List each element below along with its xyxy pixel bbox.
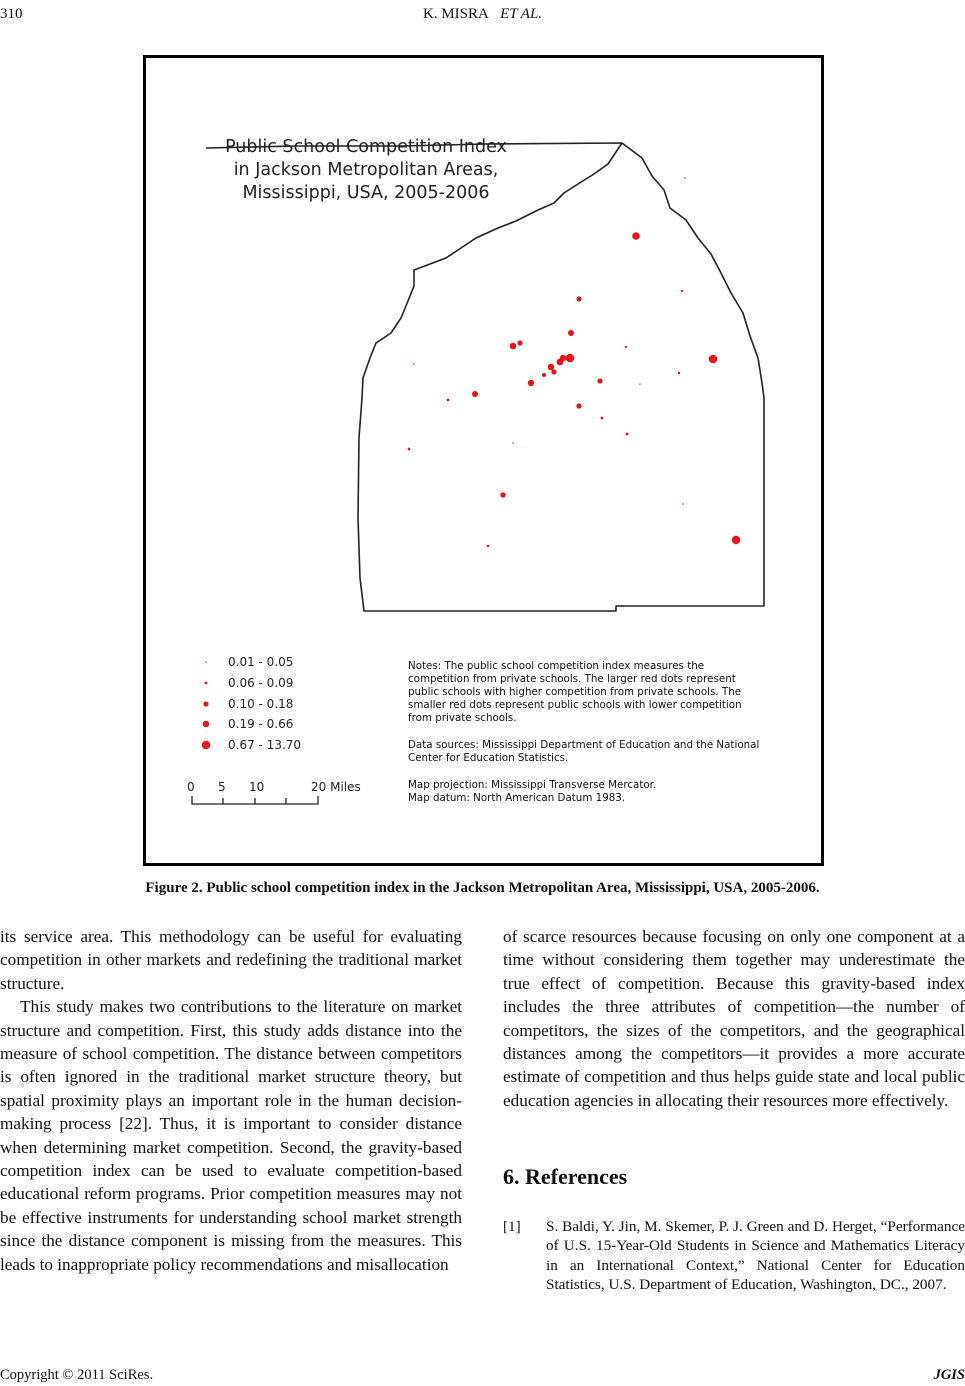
map-legend (202, 655, 301, 752)
legend-symbol-5 (202, 741, 211, 750)
school-dot (512, 442, 514, 444)
map-title-line-2: in Jackson Metropolitan Areas, (233, 160, 499, 180)
school-dot (542, 373, 546, 377)
school-dot (548, 364, 555, 371)
school-dot (576, 403, 581, 408)
scale-tick-label-5: 5 (218, 780, 226, 794)
notes-line-3: public schools with higher competition from private schools. The (408, 686, 742, 698)
left-column (0, 925, 462, 1276)
section-heading: 6. References (503, 1164, 628, 1189)
school-dot (472, 391, 478, 397)
journal-abbrev: JGIS (933, 1367, 965, 1383)
page-number: 310 (0, 6, 23, 22)
figure-caption: Figure 2. Public school competition index in the Jackson Metropolitan Area, Mississippi, USA, 2005-2006. (145, 880, 820, 896)
left-paragraph-1: its service area. This methodology can be useful for evaluating competition in other markets and redefining the traditional market structure. (0, 927, 462, 993)
school-dot (732, 536, 740, 544)
projection-line-2: Map datum: North American Datum 1983. (408, 792, 626, 804)
sources-line-2: Center for Education Statistics. (408, 752, 569, 764)
school-dot (626, 433, 629, 436)
legend-symbol-4 (203, 721, 210, 728)
legend-symbol-2 (205, 682, 208, 685)
right-paragraph-1: of scarce resources because focusing on only one component at a time without considering them together may underestimate the true effect of competition. Because this gravity-based index includes the three attributes of competition—the number of competitors, the sizes of the competitors, and the geographical distances among the competitors—it provides a more accurate estimate of competition and thus helps guide state and local public education agencies in allocating their resources more effectively. (503, 927, 965, 1110)
notes-line-2: competition from private schools. The larger red dots represent (408, 673, 736, 685)
scale-tick-label-0: 0 (187, 780, 195, 794)
map-canvas (146, 58, 821, 863)
school-dot (487, 545, 490, 548)
study-area-boundary (206, 143, 764, 611)
sources-line-1: Data sources: Mississippi Department of Education and the National (408, 739, 760, 751)
reference-item (503, 1217, 965, 1294)
school-dot (528, 380, 534, 386)
school-dot (684, 177, 686, 179)
school-dot (576, 296, 581, 301)
legend-label-4: 0.19 - 0.66 (228, 717, 294, 731)
running-head-etal: ET AL. (500, 6, 543, 22)
running-head (0, 6, 965, 23)
reference-text: S. Baldi, Y. Jin, M. Skemer, P. J. Green and D. Herget, “Performance of U.S. 15-Year-Old Students in Science and Mathematics Literacy in an International Context,” National Center for Education Statistics, U.S. Department of Education, Washington, DC., 2007. (546, 1218, 965, 1293)
left-paragraph-2: This study makes two contributions to the literature on market structure and competition. First, this study adds distance into the measure of school competition. The distance between competitors is often ignored in the traditional market structure theory, but spatial proximity plays an important role in the human decision-making process [22]. Thus, it is important to consider distance when determining market competition. Second, the gravity-based competition index can be used to evaluate competition-based educational reform programs. Prior competition measures may not be effective instruments for understanding school market strength since the distance component is missing from the measures. This leads to inappropriate policy recommendations and misallocation (0, 997, 462, 1274)
legend-label-1: 0.01 - 0.05 (228, 655, 294, 669)
school-dot (557, 359, 564, 366)
school-dot (568, 330, 574, 336)
school-dot (682, 503, 684, 505)
school-dot (601, 417, 604, 420)
school-dot (517, 340, 522, 345)
school-dots (408, 177, 741, 547)
scale-tick-label-20: 20 Miles (311, 780, 361, 794)
map-notes (408, 660, 759, 804)
right-column (503, 925, 965, 1112)
copyright-notice: Copyright © 2011 SciRes. (0, 1367, 154, 1383)
projection-line-1: Map projection: Mississippi Transverse Mercator. (408, 779, 657, 791)
school-dot (625, 346, 627, 348)
legend-label-5: 0.67 - 13.70 (228, 738, 302, 752)
scale-bar-line (192, 796, 318, 804)
map-title-line-3: Mississippi, USA, 2005-2006 (242, 183, 490, 203)
school-dot (551, 369, 556, 374)
map-title-line-1: Public School Competition Index (225, 137, 507, 157)
legend-label-3: 0.10 - 0.18 (228, 697, 294, 711)
legend-symbol-3 (203, 701, 208, 706)
scale-bar (187, 780, 361, 804)
school-dot (678, 372, 680, 374)
school-dot (639, 383, 641, 385)
school-dot (413, 363, 415, 365)
scale-tick-label-10: 10 (249, 780, 265, 794)
reference-number: [1] (503, 1218, 521, 1235)
legend-symbol-1 (205, 661, 207, 663)
notes-line-4: smaller red dots represent public schools with lower competition (408, 699, 742, 711)
school-dot (500, 492, 505, 497)
school-dot (597, 378, 602, 383)
school-dot (566, 354, 575, 363)
notes-line-1: Notes: The public school competition index measures the (408, 660, 705, 672)
running-head-authors: K. MISRA (422, 6, 489, 22)
school-dot (408, 448, 411, 451)
school-dot (632, 232, 640, 240)
notes-line-5: from private schools. (408, 712, 517, 724)
school-dot (681, 290, 683, 292)
school-dot (447, 399, 450, 402)
map-figure (143, 55, 824, 866)
legend-label-2: 0.06 - 0.09 (228, 676, 294, 690)
school-dot (709, 355, 718, 364)
school-dot (510, 343, 517, 350)
